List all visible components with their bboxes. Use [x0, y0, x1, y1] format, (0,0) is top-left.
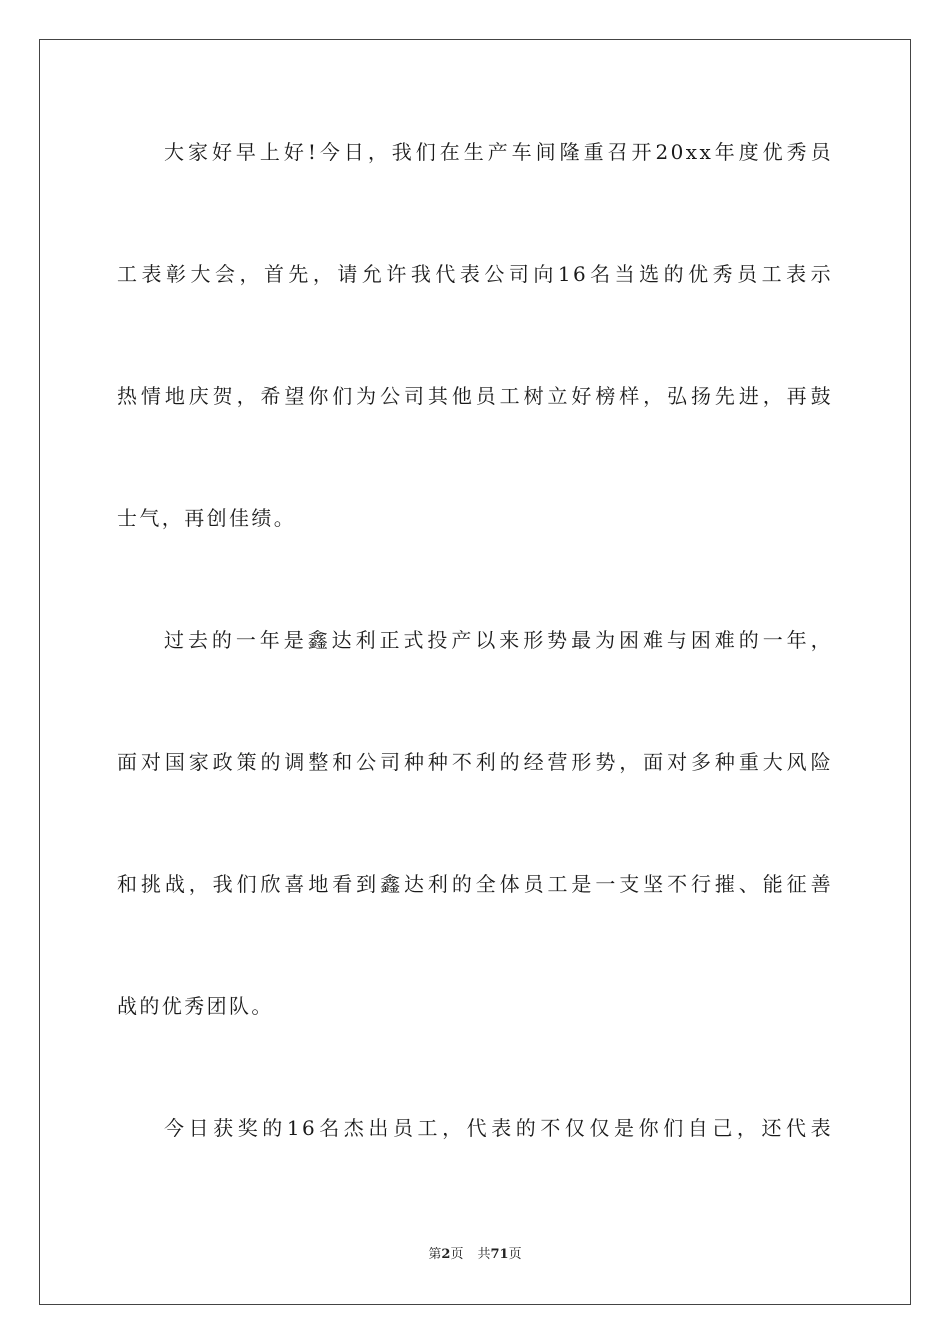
page-prefix: 第: [428, 1247, 442, 1262]
total-prefix: 共: [477, 1247, 491, 1262]
paragraph-2-line-3: 和挑战，我们欣喜地看到鑫达利的全体员工是一支坚不行摧、能征善: [117, 872, 833, 896]
paragraph-1-line-4: 士气，再创佳绩。: [117, 506, 297, 530]
page-suffix: 页: [450, 1247, 464, 1262]
paragraph-1-line-3: 热情地庆贺，希望你们为公司其他员工树立好榜样，弘扬先进，再鼓: [117, 384, 833, 408]
paragraph-1-line-1: 大家好早上好!今日，我们在生产车间隆重召开20xx年度优秀员: [164, 140, 833, 164]
paragraph-2-line-4: 战的优秀团队。: [117, 994, 274, 1018]
paragraph-2-line-1: 过去的一年是鑫达利正式投产以来形势最为困难与困难的一年，: [164, 628, 833, 652]
paragraph-1-line-2: 工表彰大会，首先，请允许我代表公司向16名当选的优秀员工表示: [117, 262, 833, 286]
total-suffix: 页: [508, 1247, 522, 1262]
page-number: 2: [441, 1247, 451, 1262]
paragraph-3-line-1: 今日获奖的16名杰出员工，代表的不仅仅是你们自己，还代表: [164, 1116, 833, 1140]
paragraph-2-line-2: 面对国家政策的调整和公司种种不利的经营形势，面对多种重大风险: [117, 750, 833, 774]
page-footer: [0, 1246, 950, 1264]
total-pages: 71: [490, 1247, 509, 1262]
